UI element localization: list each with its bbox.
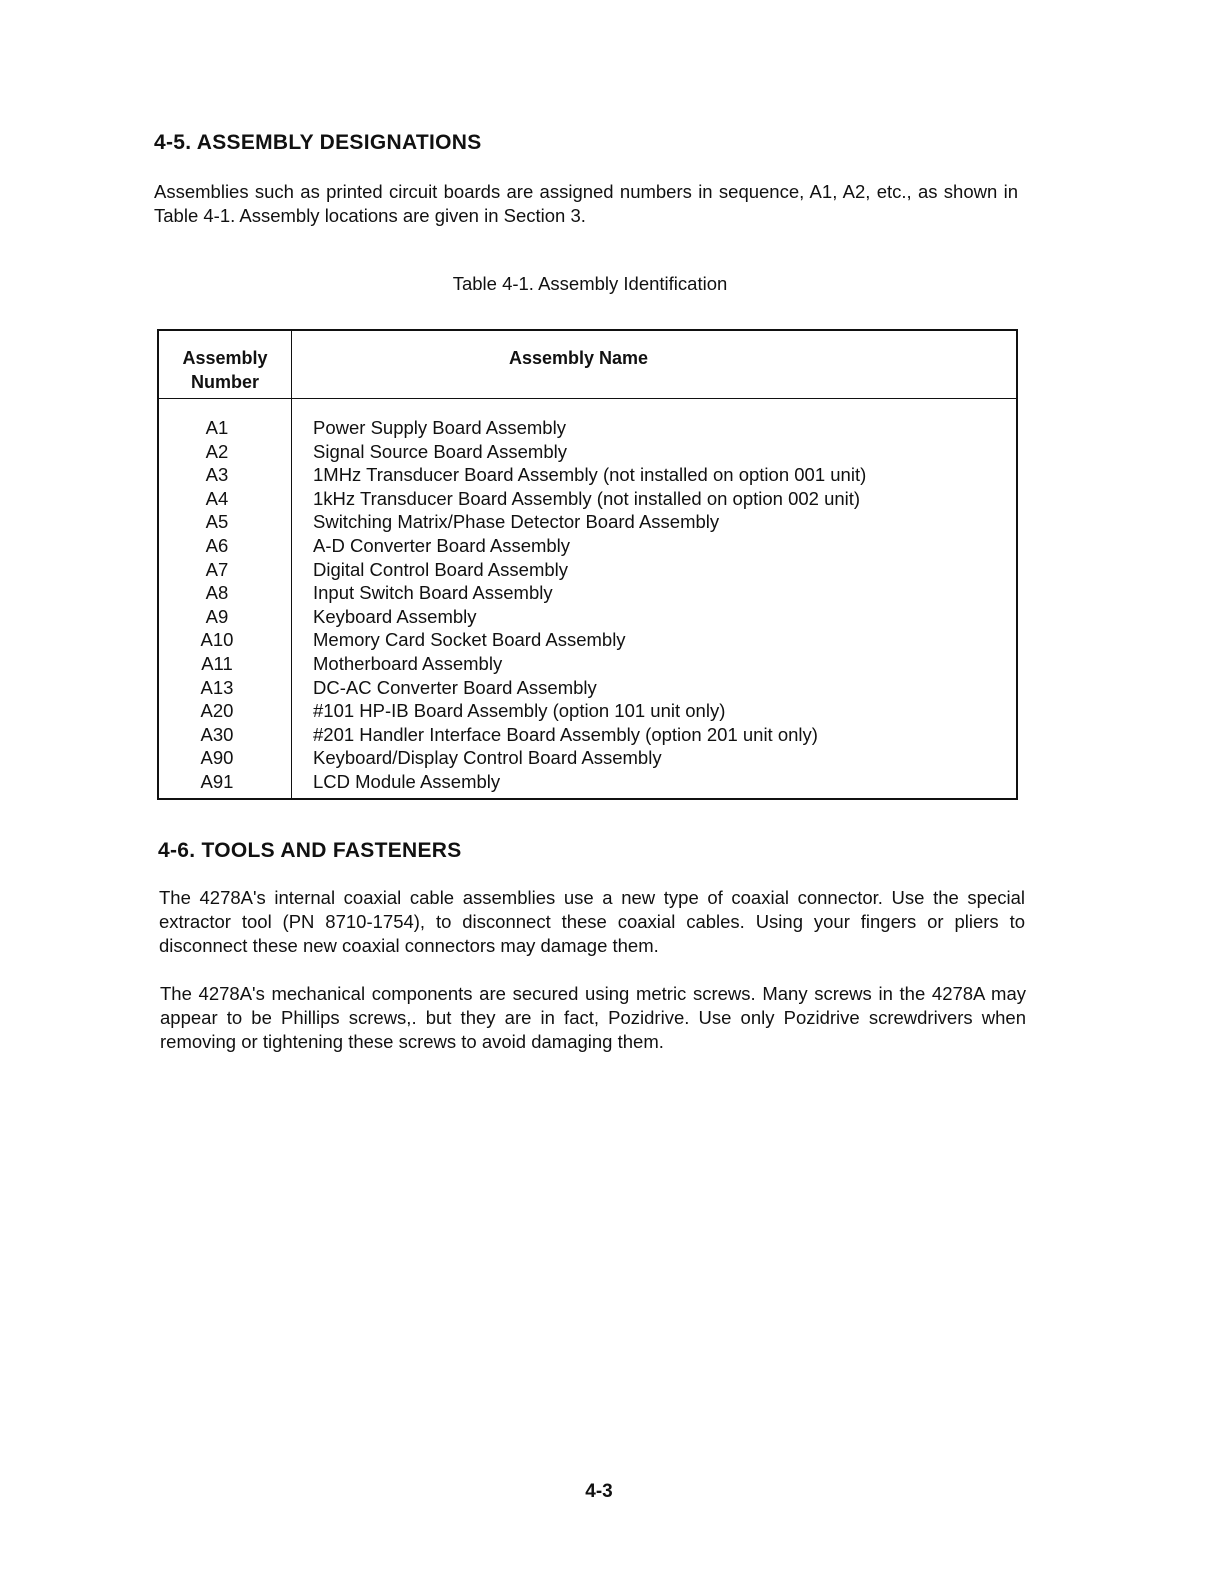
table-caption: Table 4-1. Assembly Identification [452,273,728,294]
header-divider [159,398,1016,399]
assembly-designations-paragraph: Assemblies such as printed circuit boards are assigned numbers in sequence, A1, A2, etc., as shown in Table 4-1. Assembly locations are given in Section 3. [154,181,1018,226]
assembly-number-cell: A6 [205,534,229,556]
section-heading-tools-and-fasteners: 4-6. TOOLS AND FASTENERS [158,839,462,862]
table-row [159,510,1016,534]
assembly-name-cell: Memory Card Socket Board Assembly [313,629,626,651]
assembly-name-cell: DC-AC Converter Board Assembly [313,676,597,698]
table-row [159,746,1016,770]
table-row [159,558,1016,582]
assembly-number-cell: A4 [205,487,229,509]
table-row [159,487,1016,511]
assembly-number-cell: A20 [200,700,234,722]
tools-paragraph-1: The 4278A's internal coaxial cable assemblies use a new type of coaxial connector. Use the special extractor tool (PN 8710-1754), to disconnect these coaxial cables. Using your fingers or pliers to disconnect these new coaxial connectors may damage them. [159,887,1025,956]
table-row [159,416,1016,440]
assembly-name-cell: Motherboard Assembly [313,652,503,674]
table-row [159,463,1016,487]
table-body [159,416,1016,794]
assembly-number-cell: A5 [205,511,229,533]
table-row [159,652,1016,676]
assembly-number-cell: A13 [200,676,234,698]
assembly-number-cell: A8 [205,582,229,604]
assembly-number-cell: A9 [205,605,229,627]
assembly-name-cell: Input Switch Board Assembly [313,582,553,604]
assembly-identification-table [157,329,1018,800]
table-row [159,440,1016,464]
assembly-number-cell: A30 [200,723,234,745]
table-row [159,628,1016,652]
table-row [159,723,1016,747]
assembly-name-cell: 1MHz Transducer Board Assembly (not installed on option 001 unit) [313,464,867,486]
assembly-name-cell: Switching Matrix/Phase Detector Board Assembly [313,511,720,533]
assembly-name-cell: 1kHz Transducer Board Assembly (not installed on option 002 unit) [313,487,861,509]
table-row [159,699,1016,723]
assembly-number-cell: A1 [205,417,229,438]
tools-paragraph-2: The 4278A's mechanical components are secured using metric screws. Many screws in the 4278A may appear to be Phillips screws,. but they are in fact, Pozidrive. Use only Pozidrive screwdrivers when removing or tightening these screws to avoid damaging them. [160,983,1026,1052]
assembly-name-cell: Keyboard Assembly [313,605,477,627]
assembly-name-cell: LCD Module Assembly [313,770,501,792]
assembly-number-cell: A90 [200,747,234,769]
table-row [159,534,1016,558]
assembly-name-cell: Digital Control Board Assembly [313,558,568,580]
assembly-name-cell: Signal Source Board Assembly [313,440,567,462]
assembly-name-cell: A-D Converter Board Assembly [313,534,571,556]
column-header-assembly-number: Assembly Number [182,348,268,392]
table-row [159,581,1016,605]
assembly-name-cell: Power Supply Board Assembly [313,417,566,438]
assembly-number-cell: A7 [205,558,229,580]
assembly-name-cell: Keyboard/Display Control Board Assembly [313,747,662,769]
assembly-number-cell: A2 [205,440,229,462]
assembly-name-cell: #101 HP-IB Board Assembly (option 101 unit only) [313,700,726,722]
page-number: 4-3 [585,1481,613,1502]
section-heading-assembly-designations: 4-5. ASSEMBLY DESIGNATIONS [154,131,482,154]
table-row [159,605,1016,629]
assembly-number-cell: A3 [205,464,229,486]
assembly-number-cell: A91 [200,770,234,792]
assembly-number-cell: A10 [200,629,234,651]
assembly-number-cell: A11 [201,652,233,674]
assembly-name-cell: #201 Handler Interface Board Assembly (option 201 unit only) [313,723,818,745]
column-header-assembly-name: Assembly Name [508,348,649,368]
table-row [159,770,1016,794]
table-row [159,676,1016,700]
